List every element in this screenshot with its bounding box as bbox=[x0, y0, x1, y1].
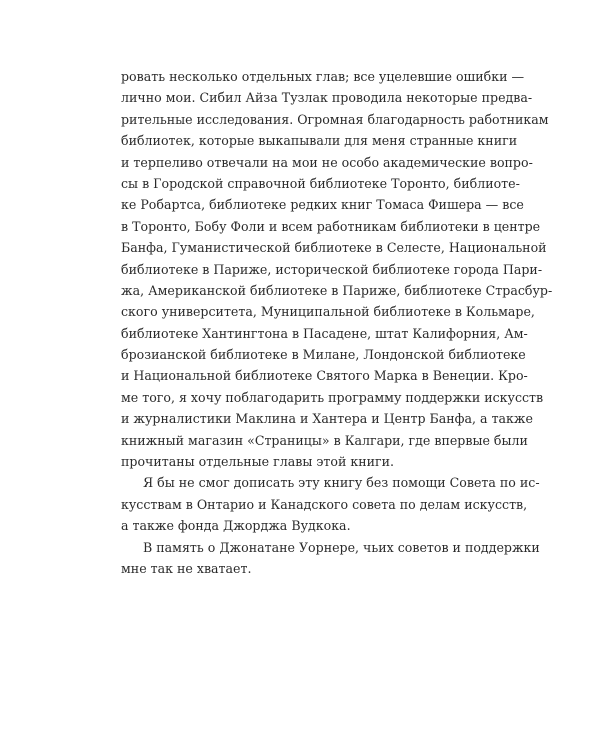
text-line: брозианской библиотеке в Милане, Лондонской библиотеке bbox=[121, 347, 526, 363]
text-line: библиотеке в Париже, исторической библиотеке города Пари- bbox=[121, 261, 543, 277]
text-line: книжный магазин «Страницы» в Калгари, где впервые были bbox=[121, 432, 528, 448]
text-line: сы в Городской справочной библиотеке Торонто, библиоте- bbox=[121, 175, 520, 191]
text-line: жа, Американской библиотеке в Париже, библиотеке Страсбур- bbox=[121, 282, 553, 298]
text-line: В память о Джонатане Уорнере, чьих советов и поддержки bbox=[143, 539, 540, 555]
text-line: рительные исследования. Огромная благодарность работникам bbox=[121, 111, 549, 127]
text-line: библиотеке Хантингтона в Пасадене, штат Калифорния, Ам- bbox=[121, 325, 528, 341]
text-line: и журналистики Маклина и Хантера и Центр Банфа, а также bbox=[121, 411, 533, 427]
text-line: ского университета, Муниципальной библиотеке в Кольмаре, bbox=[121, 304, 535, 320]
paragraph-acknowledgements bbox=[121, 66, 553, 472]
text-line: прочитаны отдельные главы этой книги. bbox=[121, 454, 395, 470]
text-line: в Торонто, Бобу Фоли и всем работникам библиотеки в центре bbox=[121, 218, 541, 234]
text-line: мне так не хватает. bbox=[121, 560, 252, 576]
text-line: ме того, я хочу поблагодарить программу поддержки искусств bbox=[121, 389, 544, 405]
text-line: и Национальной библиотеке Святого Марка в Венеции. Кро- bbox=[121, 368, 528, 384]
text-line: ке Робартса, библиотеке редких книг Томаса Фишера — все bbox=[121, 197, 524, 213]
text-line: лично мои. Сибил Айза Тузлак проводила некоторые предва- bbox=[121, 90, 533, 106]
page-text bbox=[121, 66, 553, 579]
text-line: библиотек, которые выкапывали для меня странные книги bbox=[121, 133, 518, 149]
text-line: Банфа, Гуманистической библиотеке в Селесте, Национальной bbox=[121, 240, 547, 256]
text-line: и терпеливо отвечали на мои не особо академические вопро- bbox=[121, 154, 533, 170]
text-line: кусствам в Онтарио и Канадского совета по делам искусств, bbox=[121, 496, 528, 512]
paragraph-dedication bbox=[121, 537, 540, 580]
text-line: Я бы не смог дописать эту книгу без помощи Совета по ис- bbox=[143, 475, 540, 491]
text-line: ровать несколько отдельных глав; все уцелевшие ошибки — bbox=[121, 69, 525, 84]
paragraph-funding bbox=[121, 472, 540, 536]
text-line: а также фонда Джорджа Вудкока. bbox=[121, 518, 351, 534]
